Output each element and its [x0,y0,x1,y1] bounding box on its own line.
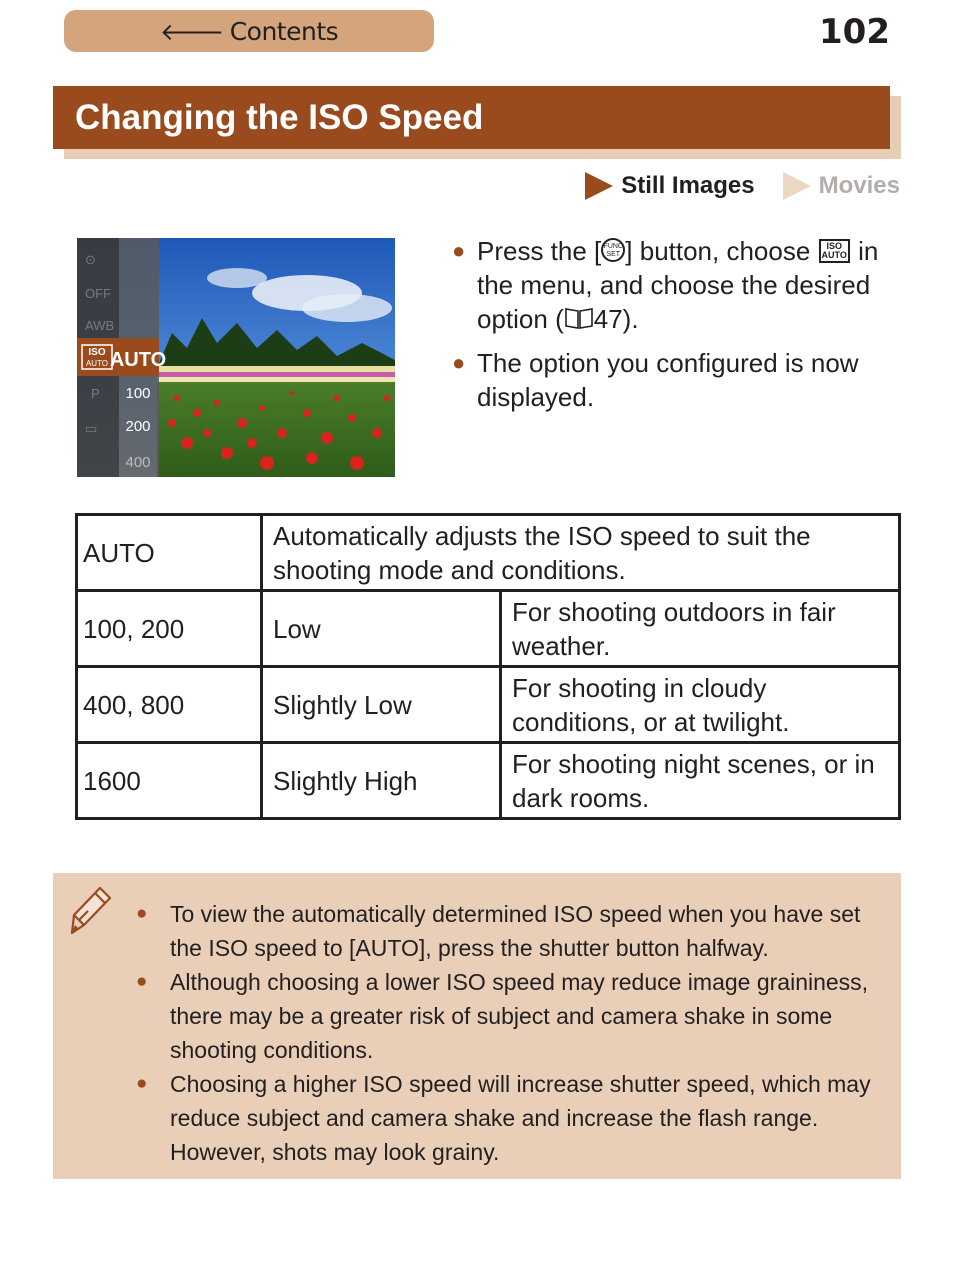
table-cell: Slightly Low [262,667,501,743]
table-row [77,743,900,819]
screen-menu-400: 400 [125,454,151,471]
func-set-icon [601,238,625,262]
table-cell: Low [262,591,501,667]
table-row [77,591,900,667]
svg-text:⊙: ⊙ [85,252,96,267]
bullet-icon: ● [136,971,148,992]
screen-iso-icon-top: ISO [88,347,106,358]
note-text: Choosing a higher ISO speed will increase shutter speed, which may reduce subject and camera shake and increase the flash range. However, shots may look grainy. [170,1071,871,1165]
arrow-left-icon: 🡐 [159,17,224,46]
bullet-icon: ● [136,1073,148,1094]
func-icon-top: FUNC [603,243,623,251]
iso-icon-bottom: AUTO [821,250,847,261]
screen-iso-icon-bottom: AUTO [85,359,109,368]
note-item [136,1067,876,1169]
table-row [77,667,900,743]
instruction-text: Press the [ [477,236,602,266]
contents-label: Contents [229,16,339,46]
svg-text:P: P [91,386,100,401]
still-images-triangle-icon [585,172,613,200]
iso-icon-top: ISO [826,241,842,252]
instruction-text: The option you configured is now displayed. [477,348,859,412]
mode-indicator [585,172,900,200]
page-number: 102 [819,12,890,52]
func-icon-bottom: SET [606,251,621,259]
still-images-label: Still Images [621,172,755,199]
table-cell: 400, 800 [77,667,262,743]
note-text: To view the automatically determined ISO speed when you have set the ISO speed to [AUTO], press the shutter button halfway. [170,901,861,961]
svg-text:▭: ▭ [85,421,98,436]
svg-text:AWB: AWB [85,318,115,333]
iso-auto-icon [819,239,850,263]
table-cell: AUTO [77,515,262,591]
table-cell: For shooting in cloudy conditions, or at twilight. [501,667,900,743]
svg-text:OFF: OFF [85,286,111,301]
instruction-item [452,234,902,336]
instruction-list [452,234,902,424]
page-title: Changing the ISO Speed [53,86,890,149]
note-text: Although choosing a lower ISO speed may reduce image graininess, there may be a greater risk of subject and camera shake in some shooting conditions. [170,969,869,1063]
note-list [136,897,876,1169]
table-cell: For shooting night scenes, or in dark rooms. [501,743,900,819]
table-cell: For shooting outdoors in fair weather. [501,591,900,667]
screen-menu-auto: AUTO [109,349,167,371]
note-item [136,897,876,965]
camera-screen-illustration [77,238,395,477]
iso-options-table [75,513,901,820]
table-cell: 1600 [77,743,262,819]
screen-menu-200: 200 [125,418,151,435]
instruction-item [452,346,902,414]
screen-menu-100: 100 [125,385,151,402]
movies-triangle-icon [783,172,811,200]
table-cell: Slightly High [262,743,501,819]
table-row [77,515,900,591]
bullet-icon: ● [452,350,466,375]
bullet-icon: ● [452,238,466,263]
pencil-icon [70,885,114,937]
movies-label: Movies [818,172,900,199]
instruction-text: in the menu, and choose the desired option ( [477,236,879,334]
note-item [136,965,876,1067]
contents-button[interactable] [64,10,434,52]
book-icon [564,306,594,330]
table-cell: 100, 200 [77,591,262,667]
camera-screen-image [77,238,395,477]
bullet-icon: ● [136,903,148,924]
table-cell: Automatically adjusts the ISO speed to suit the shooting mode and conditions. [262,515,900,591]
instruction-text: ] button, choose [625,236,811,266]
instruction-text: 47). [593,304,639,334]
